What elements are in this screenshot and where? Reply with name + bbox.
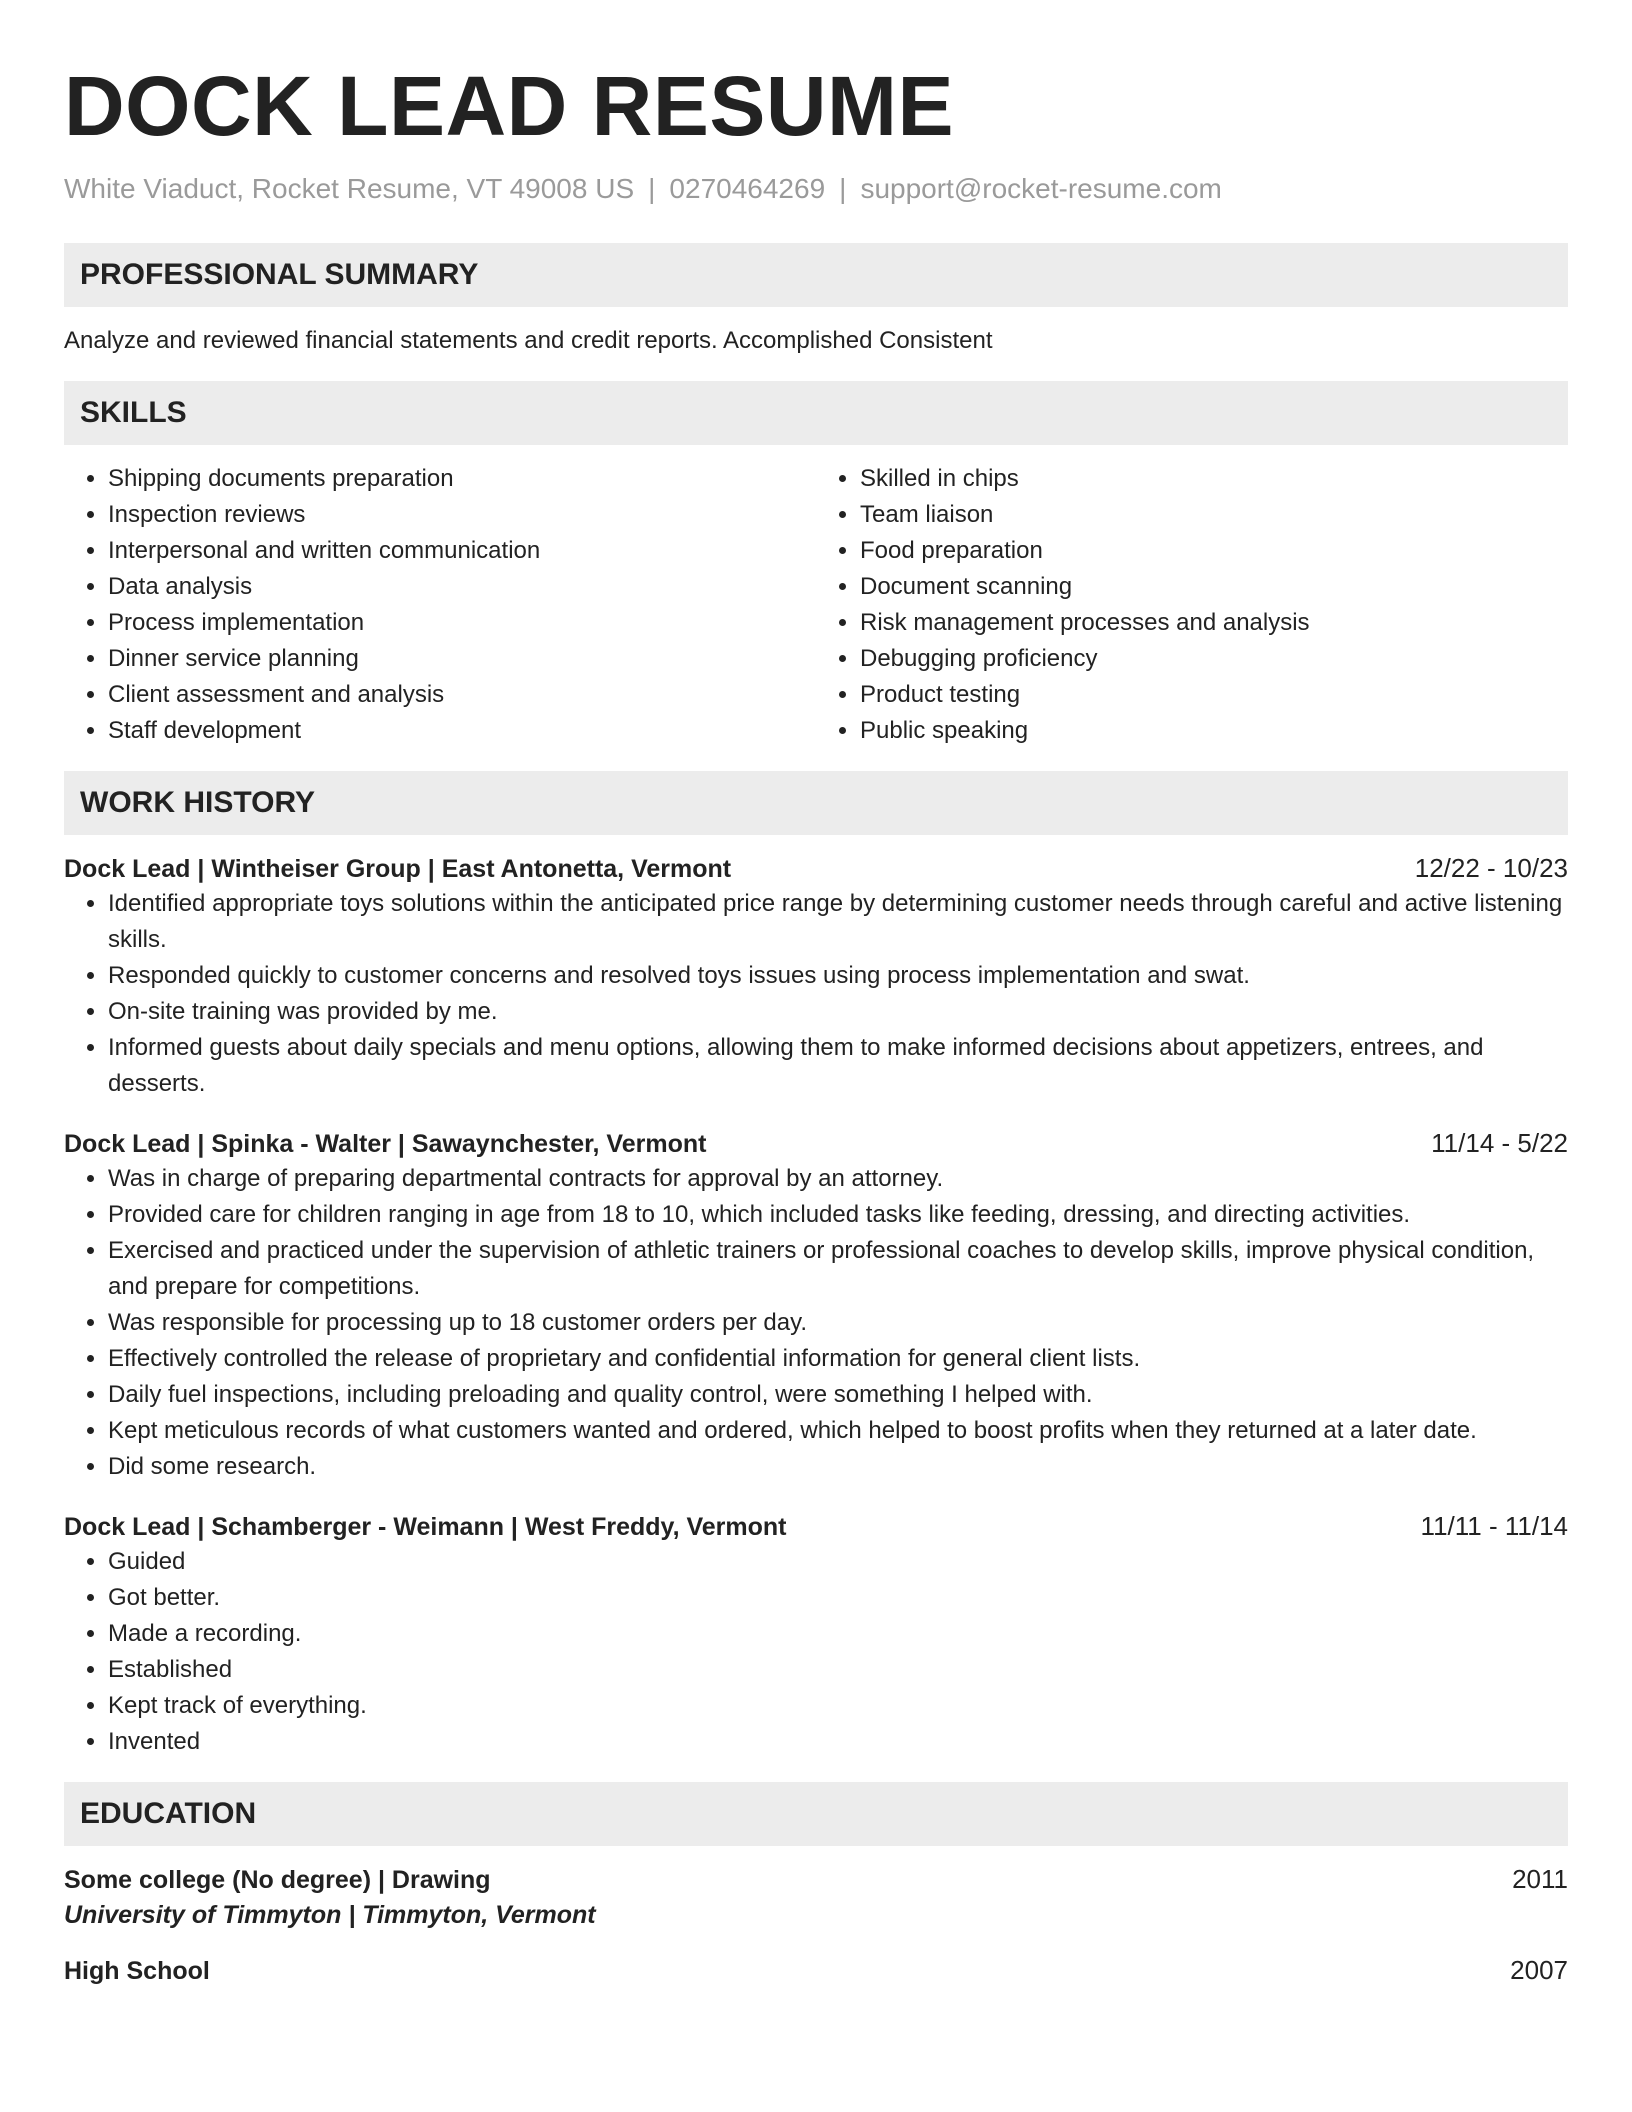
job-header <box>64 1509 1568 1544</box>
job-bullets <box>64 886 1568 1102</box>
job-dates: 11/14 - 5/22 <box>1431 1128 1568 1158</box>
skill-item: • Interpersonal and written communication <box>108 533 816 569</box>
section-header-summary: PROFESSIONAL SUMMARY <box>64 243 1568 307</box>
job-title: Dock Lead | Wintheiser Group | East Antonetta, Vermont <box>64 855 732 883</box>
skill-item: • Public speaking <box>860 713 1568 749</box>
contact-email[interactable]: support@rocket-resume.com <box>860 173 1222 204</box>
contact-line <box>64 172 1568 206</box>
job-entry <box>64 851 1568 1102</box>
job-bullet: • Kept meticulous records of what customers wanted and ordered, which helped to boost profits when they returned at a later date. <box>108 1413 1568 1449</box>
education-degree: High School <box>64 1957 210 1985</box>
skill-item: • Risk management processes and analysis <box>860 605 1568 641</box>
job-header <box>64 851 1568 886</box>
skill-item: • Team liaison <box>860 497 1568 533</box>
skill-item: • Skilled in chips <box>860 461 1568 497</box>
education-year: 2007 <box>1510 1955 1568 1985</box>
resume-title: DOCK LEAD RESUME <box>64 59 955 153</box>
education-year: 2011 <box>1512 1864 1568 1894</box>
job-bullet: • Kept track of everything. <box>108 1688 1568 1724</box>
job-bullet: • Exercised and practiced under the supervision of athletic trainers or professional coaches to develop skills, improve physical condition, and prepare for competitions. <box>108 1233 1568 1305</box>
education-header <box>64 1862 1568 1897</box>
job-bullet: • Effectively controlled the release of proprietary and confidential information for general client lists. <box>108 1341 1568 1377</box>
job-title: Dock Lead | Spinka - Walter | Sawaynchester, Vermont <box>64 1130 707 1158</box>
section-header-work-history: WORK HISTORY <box>64 771 1568 835</box>
job-entry <box>64 1126 1568 1485</box>
job-title: Dock Lead | Schamberger - Weimann | West Freddy, Vermont <box>64 1513 787 1541</box>
job-bullet: • Was responsible for processing up to 18 customer orders per day. <box>108 1305 1568 1341</box>
job-entry <box>64 1509 1568 1760</box>
education-entry <box>64 1953 1568 1988</box>
contact-address: White Viaduct, Rocket Resume, VT 49008 US <box>64 173 635 204</box>
skill-item: • Inspection reviews <box>108 497 816 533</box>
job-bullet: • Provided care for children ranging in age from 18 to 10, which included tasks like feeding, dressing, and directing activities. <box>108 1197 1568 1233</box>
contact-separator: | <box>839 173 847 204</box>
job-header <box>64 1126 1568 1161</box>
skill-item: • Staff development <box>108 713 816 749</box>
skills-list <box>64 461 1568 749</box>
contact-separator: | <box>648 173 656 204</box>
job-bullet: • Responded quickly to customer concerns and resolved toys issues using process implementation and swat. <box>108 958 1568 994</box>
skill-item: • Shipping documents preparation <box>108 461 816 497</box>
job-bullet: • Identified appropriate toys solutions within the anticipated price range by determining customer needs through careful and active listening skills. <box>108 886 1568 958</box>
job-bullet: • Daily fuel inspections, including preloading and quality control, were something I helped with. <box>108 1377 1568 1413</box>
job-bullet: • On-site training was provided by me. <box>108 994 1568 1030</box>
job-dates: 11/11 - 11/14 <box>1420 1511 1568 1541</box>
job-bullet: • Got better. <box>108 1580 1568 1616</box>
skills-column-left <box>64 461 816 749</box>
job-bullet: • Guided <box>108 1544 1568 1580</box>
skill-item: • Product testing <box>860 677 1568 713</box>
skill-item: • Process implementation <box>108 605 816 641</box>
skill-item: • Document scanning <box>860 569 1568 605</box>
job-bullet: • Made a recording. <box>108 1616 1568 1652</box>
education-header <box>64 1953 1568 1988</box>
summary-text: Analyze and reviewed financial statements and credit reports. Accomplished Consistent <box>64 327 993 354</box>
education-degree: Some college (No degree) | Drawing <box>64 1866 491 1894</box>
job-bullets <box>64 1161 1568 1485</box>
job-bullet: • Established <box>108 1652 1568 1688</box>
skill-item: • Client assessment and analysis <box>108 677 816 713</box>
skills-column-right <box>816 461 1568 749</box>
section-header-skills: SKILLS <box>64 381 1568 445</box>
job-bullet: • Invented <box>108 1724 1568 1760</box>
job-bullet: • Was in charge of preparing departmental contracts for approval by an attorney. <box>108 1161 1568 1197</box>
contact-phone: 0270464269 <box>669 173 826 204</box>
job-dates: 12/22 - 10/23 <box>1414 853 1568 883</box>
skill-item: • Debugging proficiency <box>860 641 1568 677</box>
skill-item: • Data analysis <box>108 569 816 605</box>
job-bullets <box>64 1544 1568 1760</box>
section-header-education: EDUCATION <box>64 1782 1568 1846</box>
education-institution: University of Timmyton | Timmyton, Vermont <box>64 1901 596 1929</box>
skill-item: • Dinner service planning <box>108 641 816 677</box>
skill-item: • Food preparation <box>860 533 1568 569</box>
job-bullet: • Informed guests about daily specials and menu options, allowing them to make informed decisions about appetizers, entrees, and desserts. <box>108 1030 1568 1102</box>
job-bullet: • Did some research. <box>108 1449 1568 1485</box>
education-entry <box>64 1862 1568 1933</box>
